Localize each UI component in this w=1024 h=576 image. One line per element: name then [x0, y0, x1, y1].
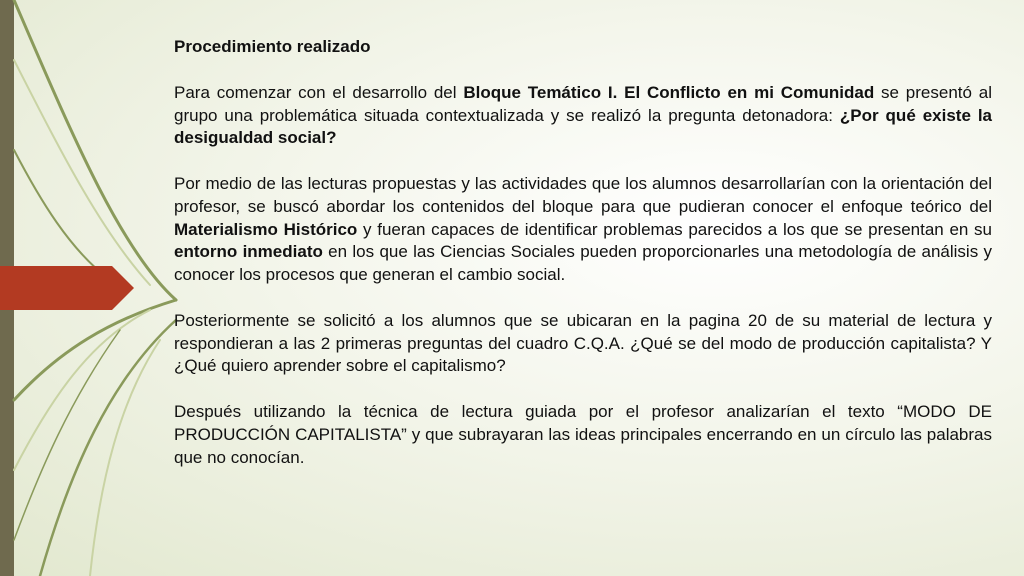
arrow-accent	[0, 266, 134, 310]
text-segment: Después utilizando la técnica de lectura guiada por el profesor analizarían el texto “MODO DE PRODUCCIÓN CAPITALISTA” y que subrayaran las ideas principales encerrando en un círculo las palabras que no conocían.	[174, 401, 992, 467]
stripe-7	[90, 340, 160, 576]
slide-content	[174, 36, 992, 469]
text-segment: Posteriormente se solicitó a los alumnos que se ubicaran en la pagina 20 de su material de lectura y respondieran a las 2 primeras preguntas del cuadro C.Q.A. ¿Qué se del modo de producción capitalista? Y ¿Qué quiero aprender sobre el capitalismo?	[174, 310, 992, 376]
text-segment: y fueran capaces de identificar problemas parecidos a los que se presentan en su	[357, 219, 993, 239]
stripe-3	[14, 150, 110, 280]
paragraph-lectura-guiada	[174, 401, 992, 469]
paragraph-cqa	[174, 310, 992, 378]
paragraph-lecturas	[174, 173, 992, 287]
stripe-2	[14, 60, 150, 285]
paragraphs-container	[174, 82, 992, 470]
bold-text-segment: ¿Por qué existe la desigualdad social?	[174, 105, 993, 148]
stripe-1	[14, 0, 176, 300]
bold-text-segment: Bloque Temático I. El Conflicto en mi Comunidad	[463, 82, 875, 102]
text-segment: se presentó al grupo una problemática situada contextualizada y se realizó la pregunta detonadora:	[174, 82, 992, 125]
paragraph-introduccion	[174, 82, 992, 150]
stripe-8	[14, 330, 120, 540]
slide-heading: Procedimiento realizado	[174, 37, 371, 56]
bold-text-segment: Materialismo Histórico	[174, 219, 358, 239]
text-segment: en los que las Ciencias Sociales pueden proporcionarles una metodología de análisis y conocer los procesos que generan el cambio social.	[174, 242, 993, 285]
text-segment: Por medio de las lecturas propuestas y las actividades que los alumnos desarrollarían con la orientación del profesor, se buscó abordar los contenidos del bloque para que pudieran conocer el enfoque teórico del	[174, 173, 992, 216]
text-segment: Para comenzar con el desarrollo del	[174, 82, 464, 102]
bold-text-segment: entorno inmediato	[174, 242, 323, 262]
